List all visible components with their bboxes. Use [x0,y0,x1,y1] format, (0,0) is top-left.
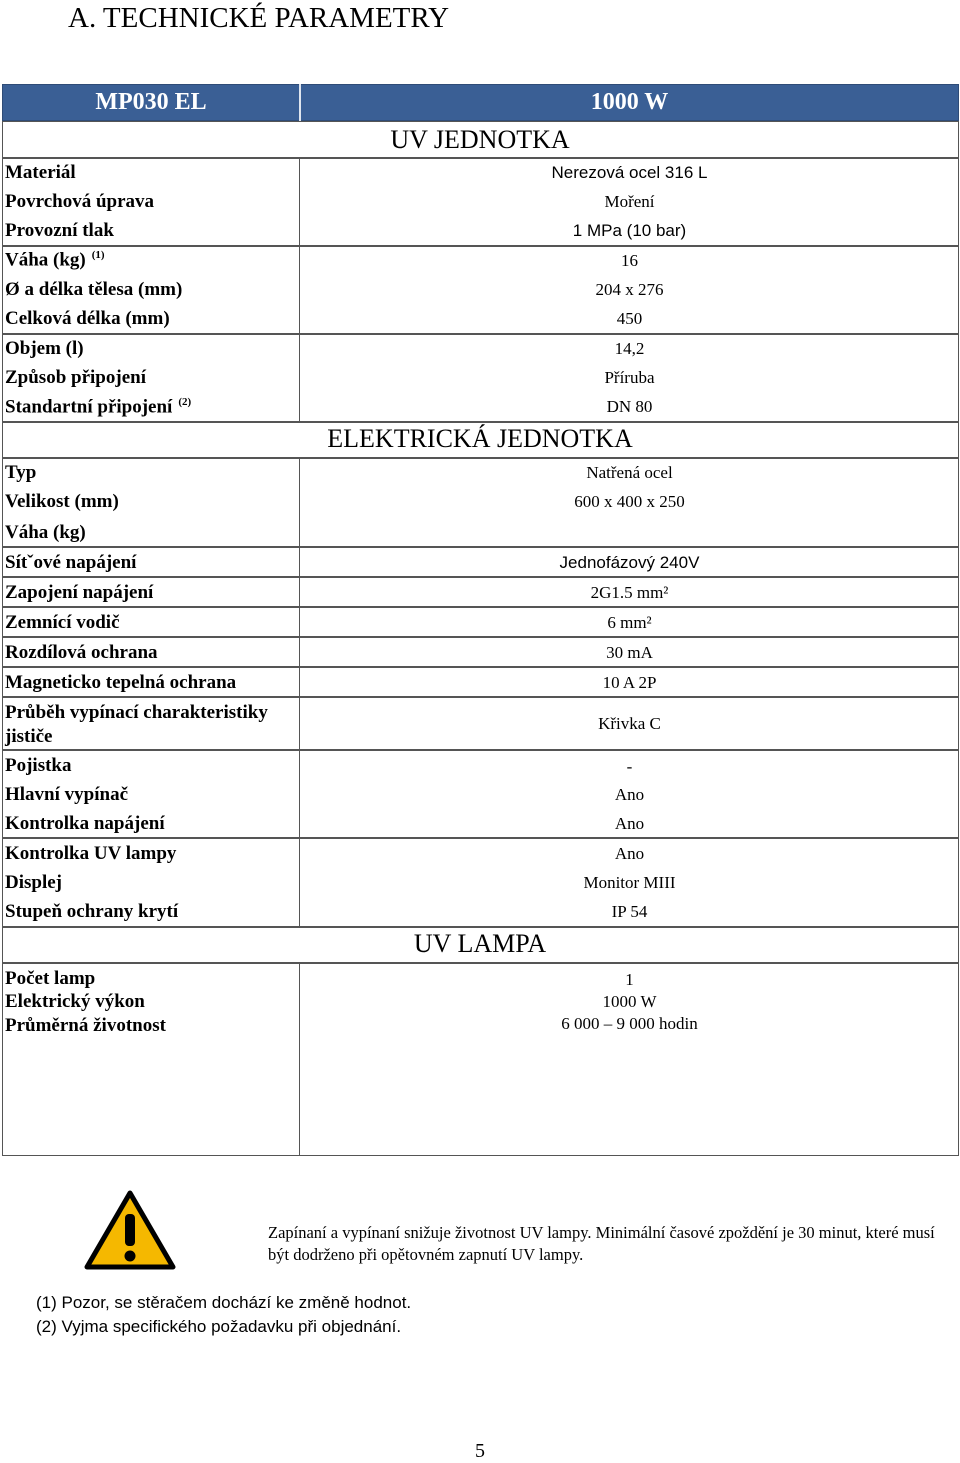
row-label-text: Typ [5,462,37,483]
row-label-text: Ø a délka tělesa (mm) [5,279,183,300]
row-label-text: Sítˇové napájení [5,552,137,573]
row-value: 1000 W [602,992,657,1011]
row-label [5,701,268,749]
row-label-text: Objem (l) [5,338,84,359]
footnote-2: (2) Vyjma specifického požadavku při objednání. [36,1317,402,1336]
row-label [5,367,146,389]
row-label [5,462,36,484]
row-label [5,522,86,544]
row-value: Nerezová ocel 316 L [551,163,708,182]
row-value: Jednofázový 240V [559,553,700,572]
row-label [5,220,114,242]
row-value: 2G1.5 mm² [590,583,669,602]
row-label-text: Zemnící vodič [5,612,120,633]
row-label [5,191,154,213]
row-value: Ano [614,814,645,833]
row-value: 1 [625,970,634,989]
row-label [5,872,62,894]
row-label [5,901,178,923]
row-label-text: jističe [5,726,53,747]
row-value: 14,2 [614,339,645,358]
row-label-text: Standartní připojení [5,396,173,418]
row-value: IP 54 [611,902,648,921]
model-power: 1000 W [590,89,669,115]
row-label-text: Provozní tlak [5,220,114,241]
row-label-text: Materiál [5,162,76,183]
row-label-text: Hlavní vypínač [5,784,128,805]
row-label-text: Způsob připojení [5,367,146,388]
row-label-text: Kontrolka UV lampy [5,843,177,864]
row-label [5,968,95,990]
row-label [5,396,191,418]
row-value: DN 80 [606,397,653,416]
row-label-text: Počet lamp [5,968,96,989]
row-label [5,162,76,184]
section-title-uv-lamp: UV LAMPA [413,929,547,958]
row-label [5,1015,166,1037]
row-value: Ano [614,844,645,863]
warning-triangle-icon [84,1190,176,1270]
page-number: 5 [475,1440,485,1462]
row-label [5,308,170,330]
row-label-text: Displej [5,872,62,893]
row-value: Natřená ocel [586,463,673,482]
row-label-text: Váha (kg) [5,522,86,543]
row-label [5,249,105,271]
row-value: Moření [604,192,655,211]
row-value: Příruba [604,368,655,387]
section-title-electrical-unit: ELEKTRICKÁ JEDNOTKA [327,424,633,453]
row-label [5,279,182,301]
footnote-ref: (2) [178,396,192,408]
row-value: 600 x 400 x 250 [574,492,685,511]
row-value: 6 mm² [607,613,652,632]
row-value: 6 000 – 9 000 hodin [561,1014,698,1033]
row-label [5,991,145,1013]
row-label [5,672,236,694]
row-label [5,582,153,604]
model-name: MP030 EL [95,89,207,115]
row-label-text: Celková délka (mm) [5,308,170,329]
row-label-text: Průběh vypínací charakteristiky [5,702,268,723]
row-label-text: Kontrolka napájení [5,813,165,834]
row-value: 1 MPa (10 bar) [572,221,687,240]
row-value: 450 [616,309,643,328]
row-label-text: Váha (kg) [5,249,86,271]
row-label [5,843,176,865]
section-title-uv-unit: UV JEDNOTKA [390,125,570,154]
row-value: Křivka C [598,714,661,733]
row-label [5,338,84,360]
row-value: 10 A 2P [602,673,657,692]
row-label-text: Povrchová úprava [5,191,155,212]
row-label-text: Průměrná životnost [5,1015,166,1036]
row-label [5,784,128,806]
footnote-ref: (1) [91,249,105,261]
row-label-text: Elektrický výkon [5,991,145,1012]
row-label [5,755,72,777]
row-value: 16 [621,251,638,270]
row-label-text: Zapojení napájení [5,582,154,603]
warning-text: Zapínaní a vypínaní snižuje životnost UV lampy. Minimální časové zpoždění je 30 minut, které musí být dodrženo při opětovném zapnutí UV lampy. [268,1223,935,1264]
row-label [5,642,158,664]
row-value: 30 mA [606,643,653,662]
row-label-text: Velikost (mm) [5,491,119,512]
footnote-1: (1) Pozor, se stěračem dochází ke změně hodnot. [36,1293,412,1312]
row-label-text: Stupeň ochrany krytí [5,901,179,922]
page-title: A. TECHNICKÉ PARAMETRY [68,2,450,34]
row-value: Monitor MIII [583,873,676,892]
row-label [5,552,136,574]
row-label-text: Magneticko tepelná ochrana [5,672,237,693]
row-value: - [626,757,633,776]
row-value: 204 x 276 [595,280,664,299]
row-label-text: Rozdílová ochrana [5,642,158,663]
row-label [5,813,165,835]
row-label [5,491,119,513]
row-value: Ano [614,785,645,804]
row-label-text: Pojistka [5,755,72,776]
row-label [5,612,120,634]
